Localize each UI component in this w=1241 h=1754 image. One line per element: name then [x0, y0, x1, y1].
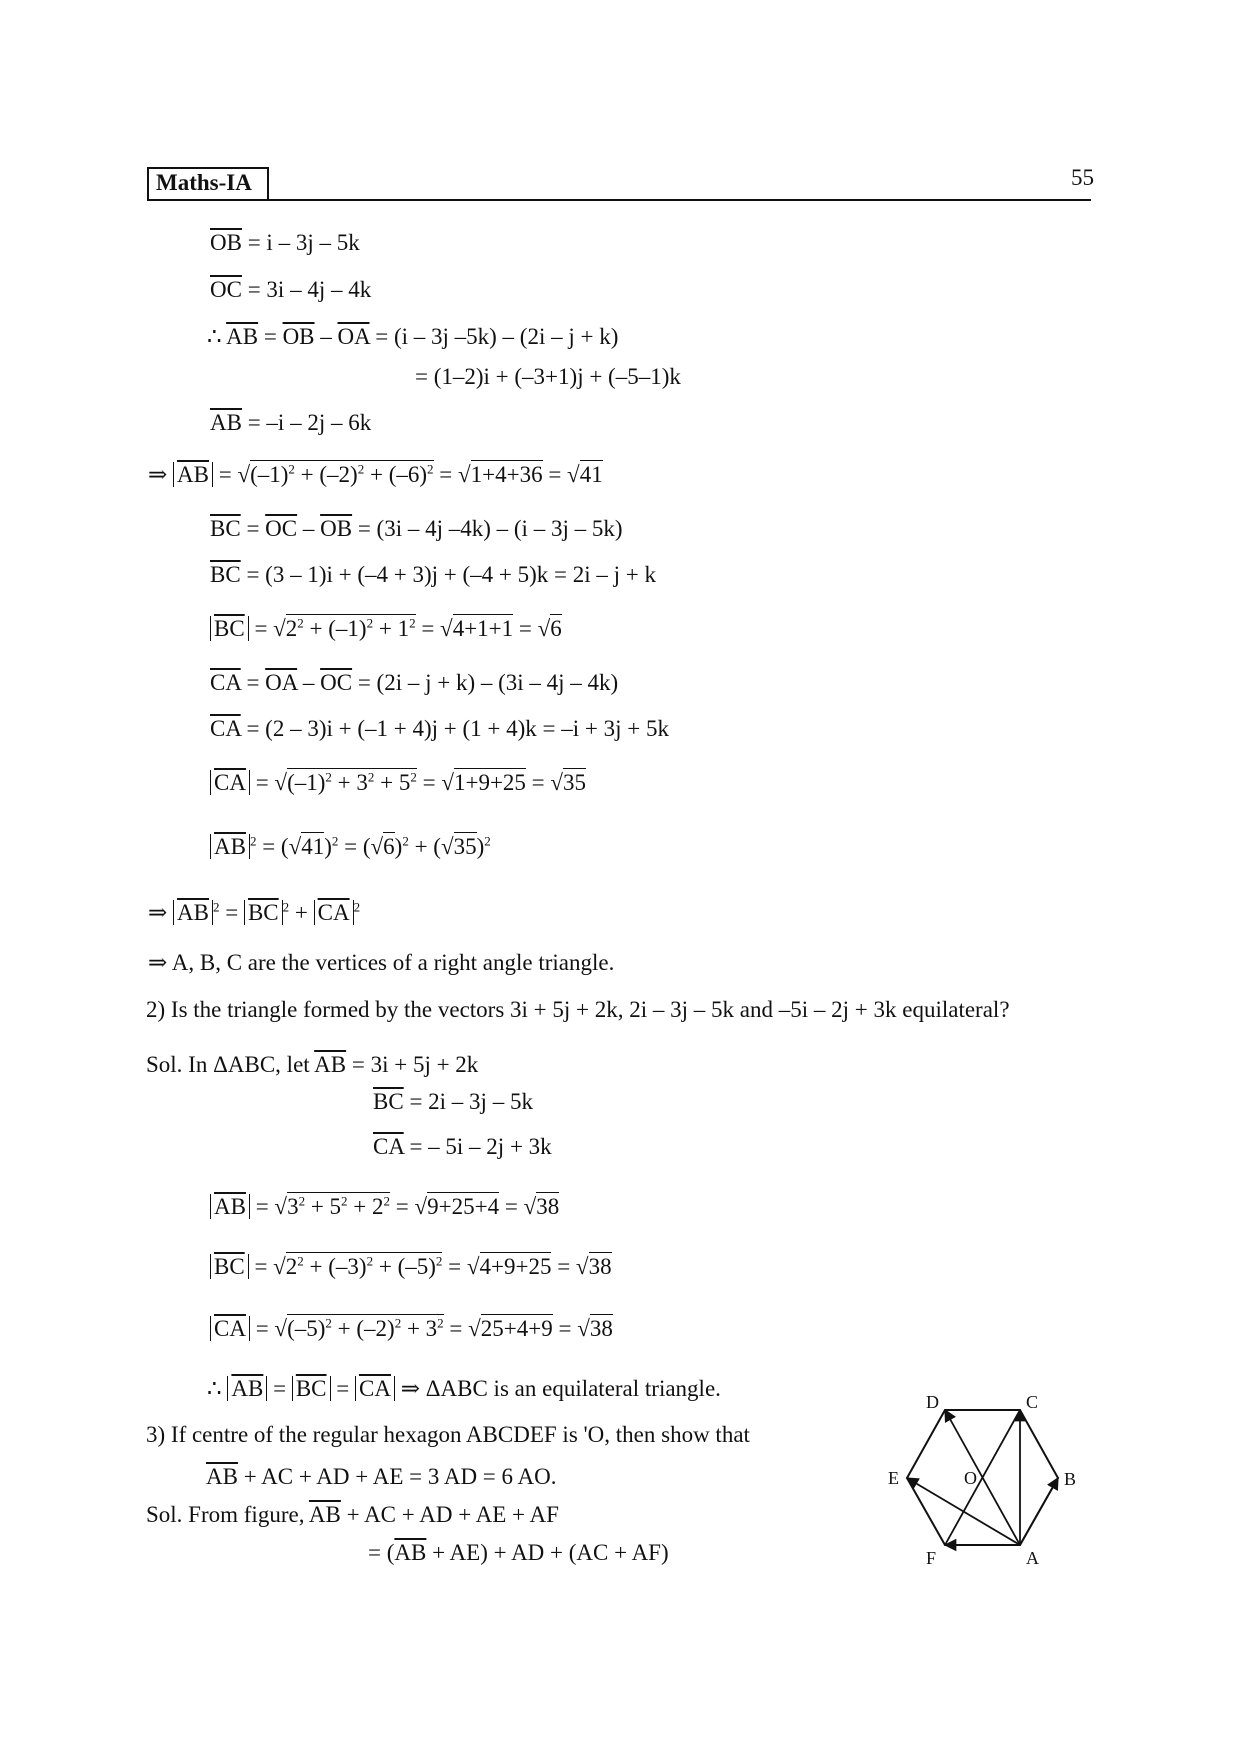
label-e: E: [888, 1468, 899, 1488]
line-23: ∴ $\overline{AB} = \overline{BC} = \overline{CA}$ ⇒ ΔABC is an equilateral triangle.: [207, 1376, 721, 1401]
line-21: $\overline{BC} = √2^2 + (-3)^2 + (-5)^2 = √4+9+25 = √38$: [210, 1252, 612, 1282]
line-14: ⇒ $\overline{AB}$ $^2 = \overline{BC}$ $^2 + \overline{CA}$ $^2$: [148, 899, 361, 925]
line-8: $\overline{BC} = (3 - 1)i + (-4 + 3)j + (-4 + 5)k = 2i - j + k$: [210, 562, 657, 587]
line-10: $\overline{CA} = \overline{OA} - \overline{OC} = (2i - j + k) - (3i - 4j - 4k)$: [210, 670, 619, 695]
hexagon-figure: [880, 1390, 1090, 1570]
line-26: Sol. From figure, $\overline{AB}$ + AC + AD + AE + AF: [146, 1502, 559, 1527]
line-27: = $(\overline{AB} + AE)$ + AD + (AC + AF): [368, 1540, 669, 1565]
header-rule: [147, 199, 1091, 201]
line-17: Sol. In ΔABC, let $\overline{AB} = 3i + 5j + 2k$: [146, 1052, 479, 1077]
line-24: 3) If centre of the regular hexagon ABCDEF is 'O, then show that: [146, 1422, 750, 1447]
line-3: ∴ $\overline{AB} = \overline{OB} - \overline{OA} = (i - 3j$ –5k) – (2i – j + k): [207, 324, 619, 349]
line-2: $\overline{OC} = 3i - 4j - 4k$: [210, 277, 372, 302]
label-f: F: [926, 1548, 937, 1568]
line-20: $\overline{AB} = √3^2 + 5^2 + 2^2 = √9+25+4 = √38$: [210, 1192, 559, 1222]
line-13: $\overline{AB}$ $^2 = (√41)^2 = (√6)^2 + (√35)^2$: [210, 832, 491, 862]
line-11: $\overline{CA} = (2 - 3)i + (-1 + 4)j + (1 + 4)k = -i + 3j + 5k$: [210, 716, 669, 741]
line-5: $\overline{AB} = -i - 2j - 6k$: [210, 410, 372, 435]
label-a: A: [1026, 1548, 1039, 1568]
line-6: ⇒ $\overline{AB} = √(-1)^2 + (-2)^2 + (-6)^2 = √1+4+36 = √41$: [148, 461, 603, 487]
line-16: 2) Is the triangle formed by the vectors 3i + 5j + 2k, 2i – 3j – 5k and –5i – 2j + 3k equilateral?: [146, 997, 1010, 1022]
label-b: B: [1064, 1469, 1077, 1489]
line-18: $\overline{BC} = 2i - 3j - 5k$: [373, 1089, 533, 1114]
line-4: = (1–2)i + (–3+1)j + (–5–1)k: [415, 364, 681, 389]
line-9: $\overline{BC} = √2^2 + (-1)^2 + 1^2 = √4+1+1 = √6$: [210, 614, 562, 644]
label-c: C: [1026, 1392, 1039, 1412]
page-number: 55: [1071, 165, 1094, 190]
hexagon-vectors: [907, 1410, 1058, 1545]
line-19: $\overline{CA}$ = – 5i – 2j + 3k: [373, 1134, 552, 1159]
line-7: $\overline{BC} = \overline{OC} - \overline{OB} = (3i - 4j$ –4k) – (i – 3j – 5k): [210, 516, 623, 541]
header-title: Maths-IA: [156, 170, 252, 195]
line-12: $\overline{CA} = √(-1)^2 + 3^2 + 5^2 = √1+9+25 = √35$: [210, 768, 586, 798]
line-15: ⇒ A, B, C are the vertices of a right angle triangle.: [148, 950, 615, 975]
line-25: $\overline{AB}$ + AC + AD + AE = 3 AD = 6 AO.: [206, 1464, 557, 1489]
line-1: $\overline{OB} = i - 3j - 5k$: [210, 230, 360, 255]
line-22: $\overline{CA} = √(-5)^2 + (-2)^2 + 3^2 = √25+4+9 = √38$: [210, 1314, 613, 1344]
label-d: D: [926, 1392, 939, 1412]
label-o: O: [964, 1468, 977, 1488]
